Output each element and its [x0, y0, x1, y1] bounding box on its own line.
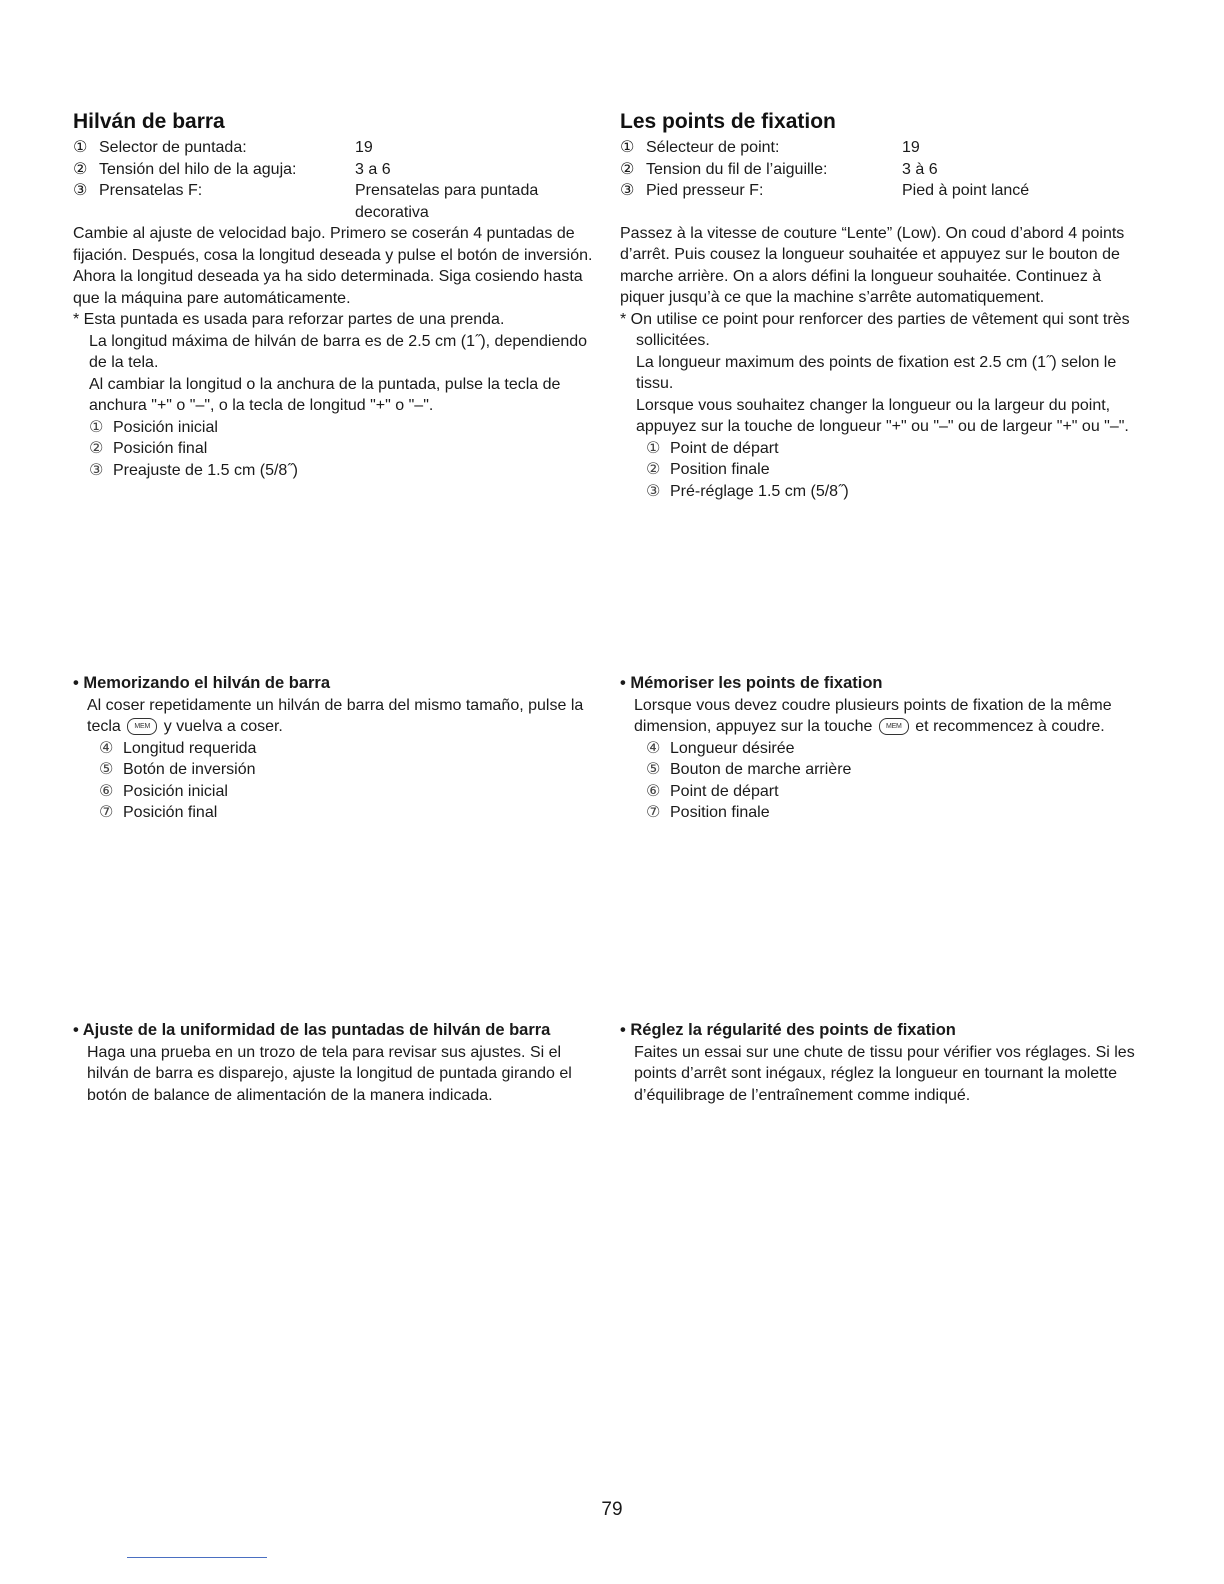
list-item: [89, 460, 603, 482]
body-text: Al coser repetidamente un hilván de barra del mismo tamaño, pulse la tecla: [87, 696, 584, 735]
number-marker: ①: [620, 139, 635, 156]
setting-value: Pied à point lancé: [902, 182, 1030, 199]
number-marker: ④: [99, 739, 114, 757]
settings-table: [620, 137, 1150, 202]
mem-key-icon: MEM: [127, 718, 157, 735]
bullet-heading: • Mémoriser les points de fixation: [620, 674, 883, 692]
number-marker: ⑥: [646, 782, 661, 800]
left-section-ajuste: [73, 1020, 613, 1106]
bullet-heading-text: Réglez la régularité des points de fixation: [630, 1021, 956, 1039]
right-section-memoriser: [620, 673, 1150, 824]
note: * Esta puntada es usada para reforzar partes de una prenda.: [73, 311, 505, 328]
page-number: 79: [601, 1499, 623, 1520]
number-marker: ⑤: [99, 761, 114, 778]
item-text: Point de départ: [670, 782, 779, 800]
list-item: [89, 438, 603, 460]
list-item: [646, 738, 1150, 760]
bullet-heading-text: Mémoriser les points de fixation: [630, 674, 883, 692]
setting-value: 3 à 6: [902, 160, 938, 178]
list-item: [646, 438, 1150, 460]
body-text: et recommencez à coudre.: [915, 718, 1105, 735]
number-marker: ⑥: [99, 782, 114, 800]
setting-row: [73, 159, 603, 181]
item-text: Posición inicial: [123, 782, 228, 800]
bullet-body: Faites un essai sur une chute de tissu pour vérifier vos réglages. Si les points d’arrêt sont inégaux, réglez la longueur en tournant la molette d’équilibrage de l’entraînement comme indiqué.: [634, 1043, 1135, 1104]
item-list: [620, 738, 1150, 824]
bullet-heading: • Réglez la régularité des points de fixation: [620, 1021, 956, 1039]
number-marker: ⑦: [99, 804, 114, 821]
settings-table: [73, 137, 603, 223]
number-marker: ③: [73, 182, 88, 199]
item-text: Position finale: [670, 804, 770, 821]
item-list: [73, 417, 603, 482]
footer-rule: [127, 1557, 267, 1558]
setting-label: Pied presseur F:: [646, 182, 764, 199]
item-text: Botón de inversión: [123, 761, 256, 778]
setting-row: [73, 137, 603, 159]
number-marker: ⑤: [646, 761, 661, 778]
bullet-heading: • Memorizando el hilván de barra: [73, 674, 331, 692]
list-item: [99, 781, 603, 803]
item-text: Point de départ: [670, 439, 779, 457]
number-marker: ⑦: [646, 804, 661, 821]
left-section-hilvan: [73, 109, 603, 481]
paragraph: Ahora la longitud deseada ya ha sido determinada. Siga cosiendo hasta que la máquina pare automáticamente.: [73, 268, 583, 307]
spacer: [620, 202, 1150, 223]
number-marker: ③: [646, 482, 661, 500]
number-marker: ②: [646, 461, 661, 478]
bullet-body: Haga una prueba en un trozo de tela para revisar sus ajustes. Si el hilván de barra es disparejo, ajuste la longitud de puntada girando el botón de balance de alimentación de la manera indicada.: [87, 1043, 572, 1104]
setting-label: Sélecteur de point:: [646, 139, 780, 156]
number-marker: ②: [620, 160, 635, 178]
paragraph: Passez à la vitesse de couture “Lente” (Low). On coud d’abord 4 points d’arrêt. Puis cousez la longueur souhaitée et appuyez sur le bouton de marche arrière. On a alors défini la longueur souhaitée. Continuez à piquer jusqu’à ce que la machine s’arrête automatiquement.: [620, 224, 1125, 306]
note: * On utilise ce point pour renforcer des parties de vêtement qui sont très sollicitées.: [620, 310, 1130, 349]
section-title: Les points de fixation: [620, 110, 836, 133]
note-text: Lorsque vous souhaitez changer la longueur ou la largeur du point, appuyez sur la touche de longueur "+" ou "–" ou de largeur "+" ou "–".: [636, 396, 1129, 435]
body-text: y vuelva a coser.: [163, 718, 283, 735]
bullet-heading: • Ajuste de la uniformidad de las puntadas de hilván de barra: [73, 1021, 551, 1039]
item-list: [73, 738, 603, 824]
list-item: [646, 459, 1150, 481]
list-item: [99, 759, 603, 781]
item-text: Posición inicial: [113, 418, 218, 436]
item-list: [620, 438, 1150, 503]
list-item: [99, 738, 603, 760]
note-text: La longitud máxima de hilván de barra es de 2.5 cm (1˝), dependiendo de la tela.: [89, 332, 588, 371]
setting-label: Prensatelas F:: [99, 182, 203, 199]
list-item: [99, 802, 603, 824]
setting-label: Selector de puntada:: [99, 139, 247, 156]
number-marker: ③: [620, 182, 635, 199]
section-title: Hilván de barra: [73, 110, 225, 133]
bullet-body: [73, 695, 603, 738]
list-item: [646, 802, 1150, 824]
setting-row: [620, 159, 1150, 181]
setting-value: 19: [355, 139, 373, 156]
item-text: Position finale: [670, 461, 770, 478]
right-section-points-fixation: [620, 109, 1150, 502]
bullet-heading-text: Ajuste de la uniformidad de las puntadas de hilván de barra: [82, 1021, 551, 1039]
number-marker: ②: [89, 440, 104, 457]
mem-key-icon: MEM: [879, 718, 909, 735]
setting-row: [620, 137, 1150, 159]
setting-value: 3 a 6: [355, 160, 391, 178]
setting-row: [620, 180, 1150, 202]
item-text: Longueur désirée: [670, 739, 795, 757]
item-text: Preajuste de 1.5 cm (5/8˝): [113, 461, 298, 479]
number-marker: ③: [89, 461, 104, 479]
body-text: Lorsque vous devez coudre plusieurs points de fixation de la même dimension, appuyez sur la touche: [634, 696, 1112, 735]
setting-label: Tensión del hilo de la aguja:: [99, 160, 297, 178]
list-item: [646, 759, 1150, 781]
item-text: Posición final: [113, 440, 208, 457]
setting-value: Prensatelas para puntada decorativa: [355, 182, 539, 221]
number-marker: ①: [646, 439, 661, 457]
item-text: Bouton de marche arrière: [670, 761, 852, 778]
list-item: [89, 417, 603, 439]
item-text: Pré-réglage 1.5 cm (5/8˝): [670, 482, 849, 500]
right-section-reglez: [620, 1020, 1150, 1106]
item-text: Posición final: [123, 804, 218, 821]
list-item: [646, 481, 1150, 503]
left-section-memorizando: [73, 673, 603, 824]
number-marker: ④: [646, 739, 661, 757]
item-text: Longitud requerida: [123, 739, 257, 757]
number-marker: ②: [73, 160, 88, 178]
note-text: Al cambiar la longitud o la anchura de la puntada, pulse la tecla de anchura "+" o "–", o la tecla de longitud "+" o "–".: [89, 375, 561, 414]
note-text: La longueur maximum des points de fixation est 2.5 cm (1˝) selon le tissu.: [636, 353, 1117, 392]
setting-row: [73, 180, 603, 223]
number-marker: ①: [89, 418, 104, 436]
bullet-heading-text: Memorizando el hilván de barra: [83, 674, 331, 692]
bullet-body: [620, 695, 1150, 738]
paragraph: Cambie al ajuste de velocidad bajo. Primero se coserán 4 puntadas de fijación. Después, cosa la longitud deseada y pulse el botón de inversión.: [73, 225, 593, 264]
number-marker: ①: [73, 139, 88, 156]
list-item: [646, 781, 1150, 803]
setting-value: 19: [902, 139, 920, 156]
setting-label: Tension du fil de l’aiguille:: [646, 160, 828, 178]
